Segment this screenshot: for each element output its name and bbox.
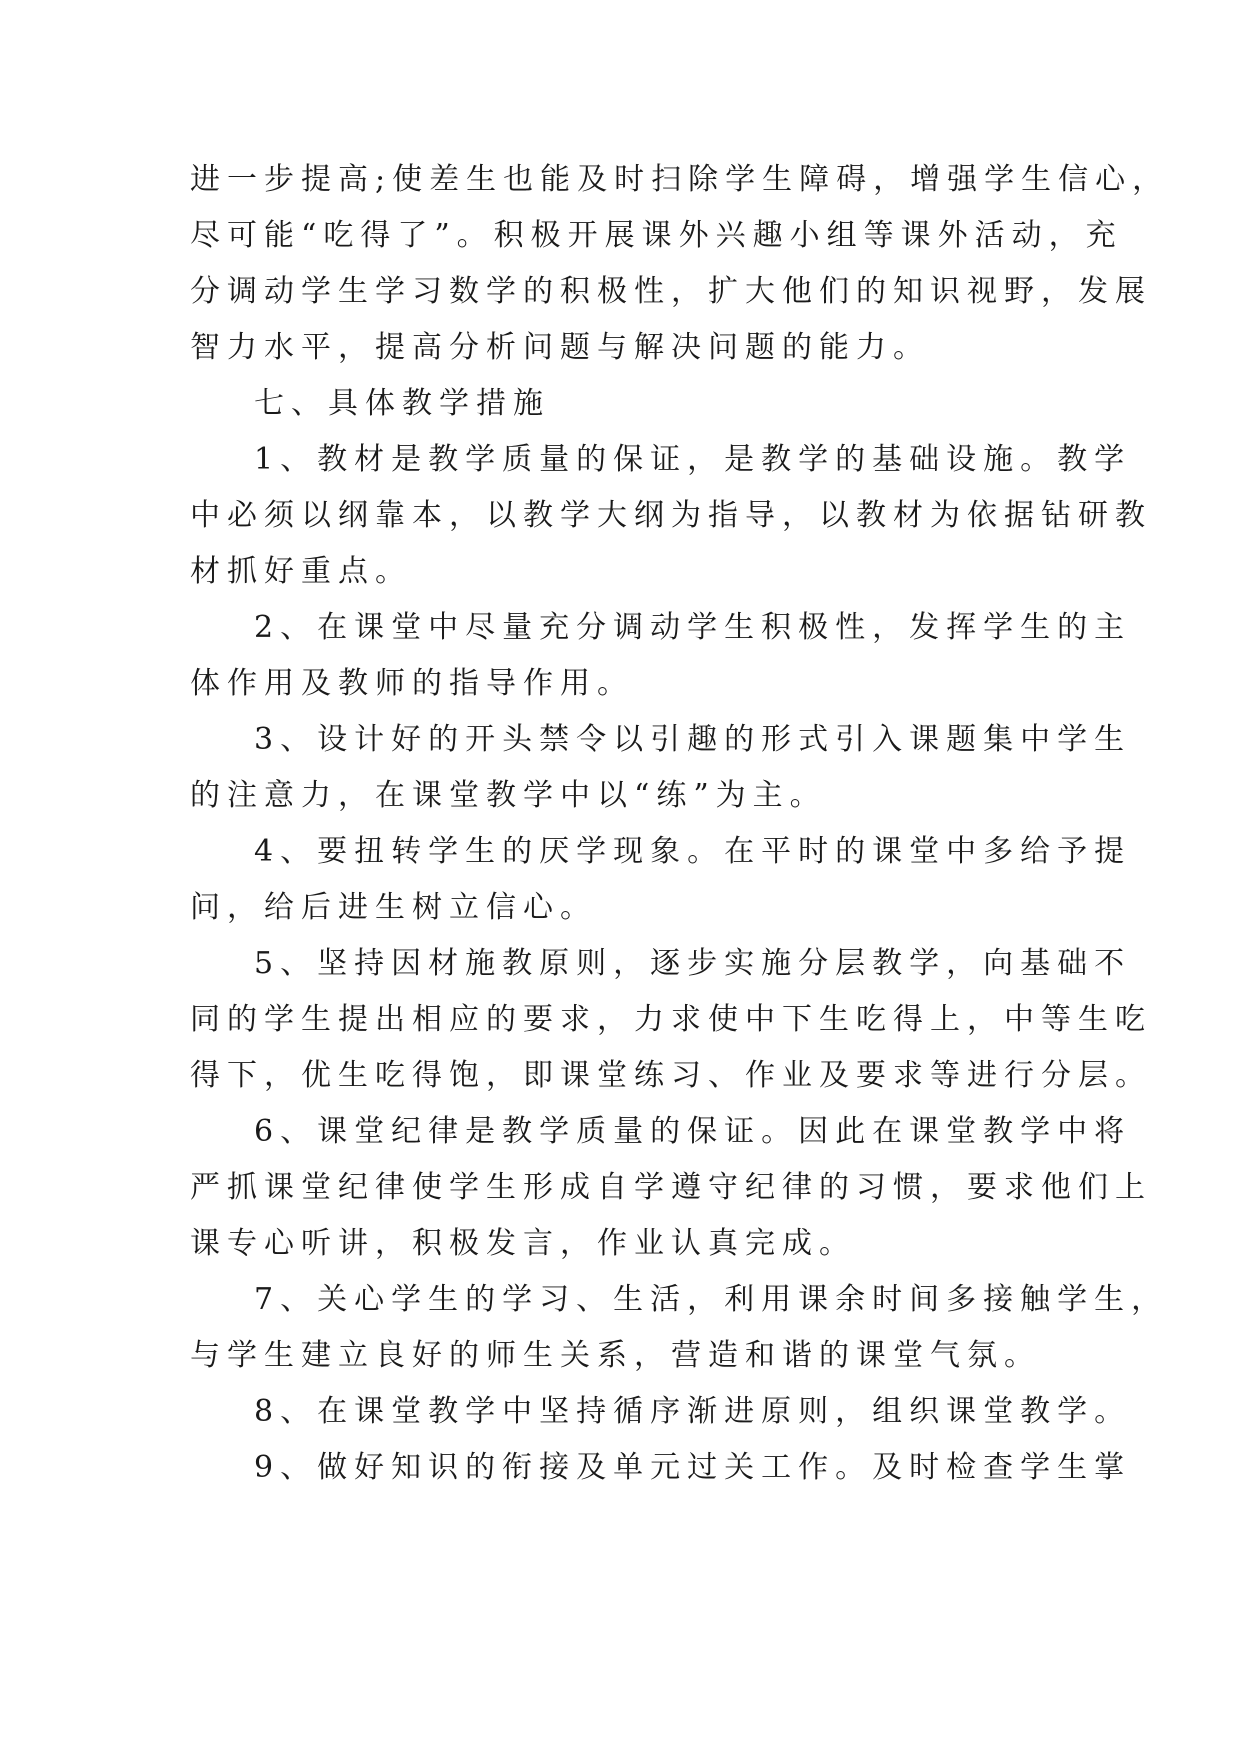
document-page [190, 152, 1170, 1496]
text-line: 2、在课堂中尽量充分调动学生积极性，发挥学生的主 [254, 610, 1132, 645]
text-line: 体作用及教师的指导作用。 [190, 666, 634, 701]
text-line: 严抓课堂纪律使学生形成自学遵守纪律的习惯，要求他们上 [190, 1170, 1152, 1205]
text-line: 材抓好重点。 [190, 554, 412, 589]
text-line: 3、设计好的开头禁令以引趣的形式引入课题集中学生 [254, 722, 1132, 757]
text-line: 7、关心学生的学习、生活，利用课余时间多接触学生， [254, 1282, 1169, 1317]
text-line: 问，给后进生树立信心。 [190, 890, 597, 925]
text-line: 得下，优生吃得饱，即课堂练习、作业及要求等进行分层。 [190, 1058, 1152, 1093]
section-heading: 七、具体教学措施 [254, 386, 550, 421]
text-line: 中必须以纲靠本，以教学大纲为指导，以教材为依据钻研教 [190, 498, 1152, 533]
text-line: 分调动学生学习数学的积极性，扩大他们的知识视野，发展 [190, 274, 1152, 309]
text-line: 智力水平，提高分析问题与解决问题的能力。 [190, 330, 930, 365]
text-line: 5、坚持因材施教原则，逐步实施分层教学，向基础不 [254, 946, 1132, 981]
text-line: 进一步提高;使差生也能及时扫除学生障碍，增强学生信心， [190, 162, 1170, 197]
text-line: 课专心听讲，积极发言，作业认真完成。 [190, 1226, 856, 1261]
text-line: 1、教材是教学质量的保证，是教学的基础设施。教学 [254, 442, 1132, 477]
text-line: 4、要扭转学生的厌学现象。在平时的课堂中多给予提 [254, 834, 1132, 869]
text-line: 9、做好知识的衔接及单元过关工作。及时检查学生掌 [254, 1450, 1132, 1485]
text-line: 8、在课堂教学中坚持循序渐进原则，组织课堂教学。 [254, 1394, 1132, 1429]
text-line: 的注意力，在课堂教学中以“练”为主。 [190, 778, 827, 813]
text-line: 6、课堂纪律是教学质量的保证。因此在课堂教学中将 [254, 1114, 1132, 1149]
text-line: 同的学生提出相应的要求，力求使中下生吃得上，中等生吃 [190, 1002, 1152, 1037]
text-line: 尽可能“吃得了”。积极开展课外兴趣小组等课外活动，充 [190, 218, 1123, 253]
text-line: 与学生建立良好的师生关系，营造和谐的课堂气氛。 [190, 1338, 1041, 1373]
